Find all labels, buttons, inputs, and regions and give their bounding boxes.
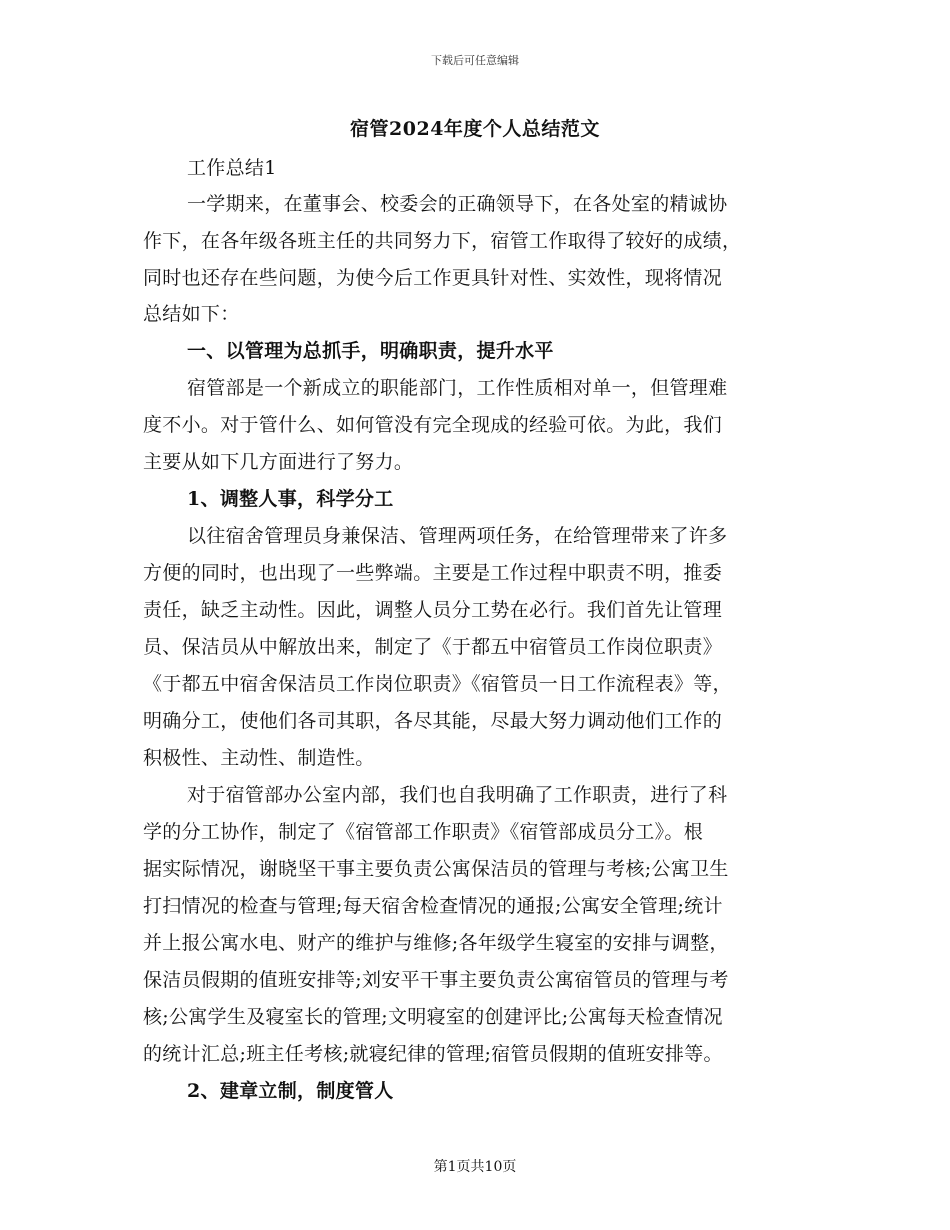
paragraph-line: 同时也还存在些问题，为使今后工作更具针对性、实效性，现将情况	[143, 267, 723, 289]
paragraph-line: 积极性、主动性、制造性。	[143, 747, 375, 769]
page-footer: 第1页共10页	[433, 1159, 517, 1175]
paragraph-line: 《于都五中宿舍保洁员工作岗位职责》《宿管员一日工作流程表》等，	[143, 673, 732, 695]
sub-heading: 1、调整人事，科学分工	[187, 488, 394, 510]
paragraph-line: 核;公寓学生及寝室长的管理;文明寝室的创建评比;公寓每天检查情况	[143, 1006, 723, 1028]
paragraph-line: 的统计汇总;班主任考核;就寝纪律的管理;宿管员假期的值班安排等。	[143, 1043, 723, 1065]
page-title: 宿管2024年度个人总结范文	[350, 118, 600, 140]
paragraph-line: 以往宿舍管理员身兼保洁、管理两项任务，在给管理带来了许多	[187, 525, 728, 547]
paragraph-line: 主要从如下几方面进行了努力。	[143, 451, 414, 473]
paragraph-line: 总结如下：	[143, 303, 240, 325]
paragraph-line: 学的分工协作，制定了《宿管部工作职责》《宿管部成员分工》。根	[143, 821, 704, 843]
paragraph-line: 度不小。对于管什么、如何管没有完全现成的经验可依。为此，我们	[143, 414, 723, 436]
paragraph-line: 对于宿管部办公室内部，我们也自我明确了工作职责，进行了科	[187, 784, 728, 806]
paragraph-line: 宿管部是一个新成立的职能部门，工作性质相对单一，但管理难	[187, 377, 728, 399]
paragraph-line: 明确分工，使他们各司其职，各尽其能，尽最大努力调动他们工作的	[143, 710, 723, 732]
paragraph-line: 作下，在各年级各班主任的共同努力下，宿管工作取得了较好的成绩，	[143, 230, 742, 252]
paragraph-line: 责任，缺乏主动性。因此，调整人员分工势在必行。我们首先让管理	[143, 599, 723, 621]
paragraph-line: 打扫情况的检查与管理;每天宿舍检查情况的通报;公寓安全管理;统计	[143, 895, 723, 917]
sub-heading: 2、建章立制，制度管人	[187, 1080, 394, 1102]
paragraph-line: 一学期来，在董事会、校委会的正确领导下，在各处室的精诚协	[187, 193, 728, 215]
header-note: 下载后可任意编辑	[431, 54, 519, 67]
paragraph-line: 并上报公寓水电、财产的维护与维修;各年级学生寝室的安排与调整，	[143, 932, 729, 954]
section-subtitle: 工作总结1	[187, 157, 277, 179]
paragraph-line: 员、保洁员从中解放出来，制定了《于都五中宿管员工作岗位职责》	[143, 636, 723, 658]
section-heading: 一、以管理为总抓手，明确职责，提升水平	[187, 340, 554, 362]
paragraph-line: 方便的同时，也出现了一些弊端。主要是工作过程中职责不明，推委	[143, 562, 723, 584]
paragraph-line: 保洁员假期的值班安排等;刘安平干事主要负责公寓宿管员的管理与考	[143, 969, 729, 991]
paragraph-line: 据实际情况，谢晓坚干事主要负责公寓保洁员的管理与考核;公寓卫生	[143, 858, 729, 880]
